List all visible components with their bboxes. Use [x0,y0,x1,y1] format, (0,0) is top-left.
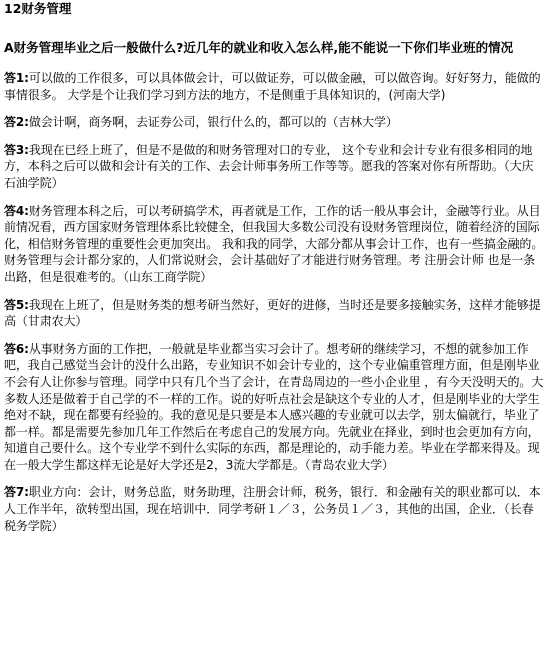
question-heading: A财务管理毕业之后一般做什么?近几年的就业和收入怎么样,能不能说一下你们毕业班的情况 [4,40,514,55]
answer-text: 从事财务方面的工作把，一般就是毕业都当实习会计了。想考研的继续学习，不想的就参加工作吧，我自己感觉当会计的没什么出路，专业知识不如会计专业的，这个专业偏重管理方面，但是刚毕业不会有人让你参与管理。同学中只有几个当了会计，在青岛周边的一些小企业里 ，有今天没明天的。大多数人还是做着于自己学的不一样的工作。说的好听点社会是缺这个专业的人才，但是刚毕业的大学生绝对不缺，现在都要有经验的。我的意见是只要是本人感兴趣的专业就可以去学，别太偏就行，毕业了都一样。都是需要先参加几年工作然后在考虑自己的发展方向。先就业在择业，到时也会更加有方向，知道自己要什么。这个专业学不到什么实际的东西，都是理论的，动手能力差。毕业在学都来得及。现在一般大学生都这样无论是好大学还是2，3流大学都是。（青岛农业大学） [4,341,544,472]
answer-text: 做会计啊，商务啊，去证券公司，银行什么的，都可以的（吉林大学） [28,115,398,130]
answer-3 [4,142,545,192]
answer-text: 我现在上班了，但是财务类的想考研当然好，更好的进修，当时还是要多接触实务，这样才能够提高（甘肃农大） [4,297,541,329]
answer-label: 答4: [4,203,29,218]
answer-text: 财务管理本科之后，可以考研搞学术，再者就是工作，工作的话一般从事会计，金融等行业。从目前情况看，西方国家财务管理体系比较健全，但我国大多数公司没有设财务管理岗位，随着经济的国际化，相信财务管理的重要性会更加突出。 我和我的同学，大部分都从事会计工作，也有一些搞金融的。财务管理与会计都分家的，人们常说财会，会计基础好了才能进行财务管理。考 注册会计师 也是一条出路，但是很难考的。（山东工商学院） [4,203,544,284]
answer-label: 答3: [4,142,29,157]
answer-text: 可以做的工作很多，可以具体做会计，可以做证券，可以做金融，可以做咨询。好好努力，能做的事情很多。 大学是个让我们学习到方法的地方，不是侧重于具体知识的，(河南大学) [4,71,541,102]
answer-label: 答5: [4,297,29,312]
answer-label: 答6: [4,341,29,356]
answer-1 [4,70,545,103]
answer-7 [4,484,545,534]
answer-label: 答7: [4,485,29,500]
answer-6 [4,341,545,474]
answer-text: 职业方向：会计，财务总监，财务助理，注册会计师，税务，银行．和金融有关的职业都可以．本人工作半年，欲转型出国，现在培训中．同学考研１／３，公务员１／３，其他的出国，企业．（长春税务学院） [4,485,541,533]
answer-text: 我现在已经上班了，但是不是做的和财务管理对口的专业， 这个专业和会计专业有很多相同的地方，本科之后可以做和会计有关的工作、去会计师事务所工作等等。愿我的答案对你有所帮助。（大庆石油学院） [4,142,534,190]
answer-4 [4,203,545,286]
answer-5 [4,297,545,330]
document-title: 12财务管理 [4,1,72,16]
answer-2 [4,114,545,131]
answer-label: 答2: [4,115,29,130]
answer-label: 答1: [4,71,29,85]
